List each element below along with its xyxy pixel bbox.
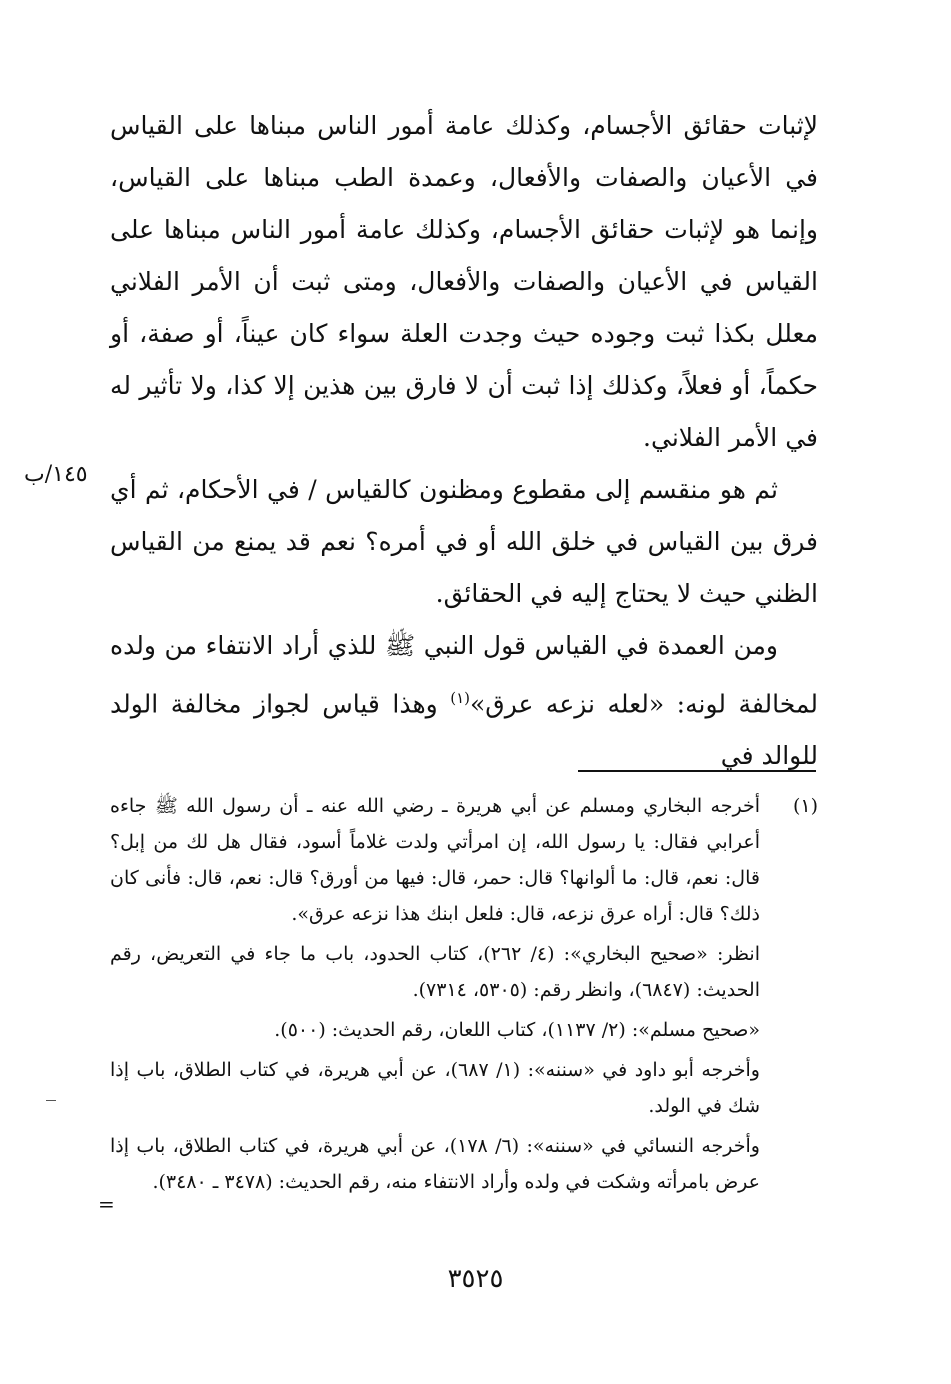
margin-mark [46, 1100, 56, 1101]
footnote-line-2: انظر: «صحيح البخاري»: (٤/ ٢٦٢)، كتاب الحدود، باب ما جاء في التعريض، رقم الحديث: (٦٨٤٧)، وانظر رقم: (٥٣٠٥، ٧٣١٤). [110, 943, 760, 1001]
footnote-separator [578, 770, 816, 772]
footnote-line-4: وأخرجه أبو داود في «سننه»: (١/ ٦٨٧)، عن أبي هريرة، في كتاب الطلاق، باب إذا شك في الولد. [110, 1059, 760, 1117]
footnote-number: (١) [792, 795, 818, 817]
footnotes [110, 788, 818, 1200]
manuscript-folio-marker: ١٤٥/ب [24, 462, 88, 487]
page-number: ٣٥٢٥ [447, 1264, 504, 1294]
main-text [110, 100, 818, 782]
continuation-mark: = [98, 1192, 115, 1216]
footnote-line-1: أخرجه البخاري ومسلم عن أبي هريرة ـ رضي الله عنه ـ أن رسول الله ﷺ جاءه أعرابي فقال: يا رسول الله، إن امرأتي ولدت غلاماً أسود، فقال هل لك من إبل؟ قال: نعم، قال: ما ألوانها؟ قال: حمر، قال: فيها من أورق؟ قال: نعم، قال: فأنى كان ذلك؟ قال: أراه عرق نزعه، قال: فلعل ابنك هذا نزعه عرق». [110, 795, 760, 925]
paragraph-2: ثم هو منقسم إلى مقطوع ومظنون كالقياس / في الأحكام، ثم أي فرق بين القياس في خلق الله أو في أمره؟ نعم قد يمنع من القياس الظني حيث لا يحتاج إليه في الحقائق. [110, 475, 818, 608]
paragraph-3-tail: وهذا قياس لجواز مخالفة الولد للوالد في [110, 689, 818, 771]
footnote-reference: (١) [450, 689, 471, 707]
footnote-body [110, 788, 760, 1200]
footnote-line-3: «صحيح مسلم»: (٢/ ١١٣٧)، كتاب اللعان، رقم الحديث: (٥٠٠). [274, 1019, 760, 1041]
paragraph-3-text: ومن العمدة في القياس قول النبي ﷺ للذي أراد الانتفاء من ولده لمخالفة لونه: «لعله نزعه عرق» [110, 631, 818, 719]
footnote-line-5: وأخرجه النسائي في «سننه»: (٦/ ١٧٨)، عن أبي هريرة، في كتاب الطلاق، باب إذا عرض بامرأته وشكت في ولده وأراد الانتفاء منه، رقم الحديث: (٣٤٧٨ ـ ٣٤٨٠). [110, 1135, 760, 1193]
paragraph-3 [110, 620, 818, 782]
paragraph-1: لإثبات حقائق الأجسام، وكذلك عامة أمور الناس مبناها على القياس في الأعيان والصفات والأفعال، وعمدة الطب مبناها على القياس، وإنما هو لإثبات حقائق الأجسام، وكذلك عامة أمور الناس مبناها على القياس في الأعيان والصفات والأفعال، ومتى ثبت أن الأمر الفلاني معلل بكذا ثبت وجوده حيث وجدت العلة سواء كان عيناً، أو صفة، أو حكماً، أو فعلاً، وكذلك إذا ثبت أن لا فارق بين هذين إلا كذا، ولا تأثير له في الأمر الفلاني. [110, 111, 818, 452]
